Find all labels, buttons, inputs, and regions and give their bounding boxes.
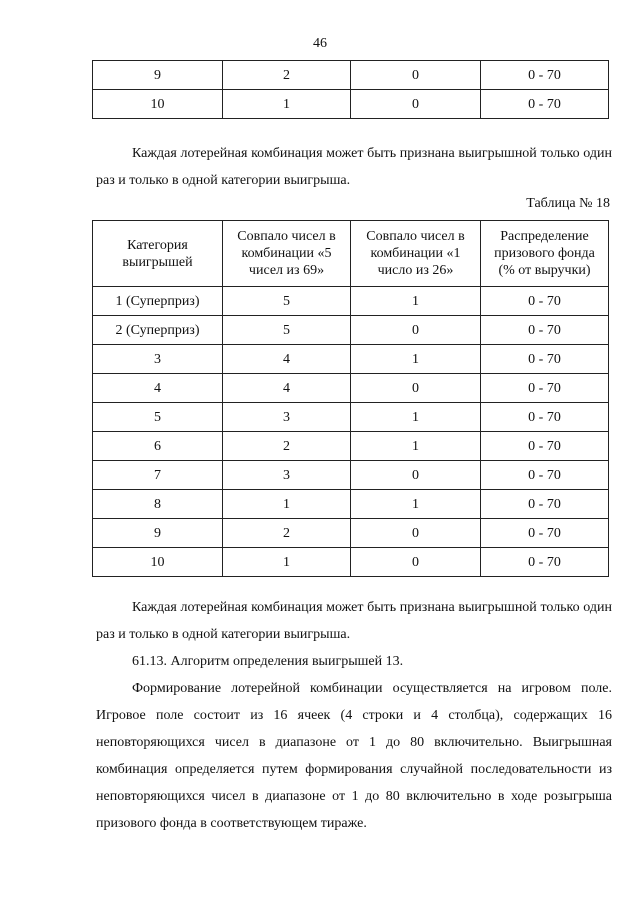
column-header: Категория выигрышей (93, 221, 223, 287)
table-cell: 2 (Суперприз) (93, 316, 223, 345)
table-cell: 0 - 70 (481, 403, 609, 432)
table-cell: 1 (351, 403, 481, 432)
table-cell: 10 (93, 548, 223, 577)
table-row (93, 461, 609, 490)
table-cell: 0 (351, 61, 481, 90)
paragraph-winning-rule: Каждая лотерейная комбинация может быть признана выигрышной только один раз и только в одной категории выигрыша. (96, 146, 612, 188)
table-row (93, 403, 609, 432)
table-cell: 0 (351, 461, 481, 490)
table-row (93, 61, 609, 90)
table-cell: 0 - 70 (481, 345, 609, 374)
table-cell: 1 (223, 548, 351, 577)
table-cell: 9 (93, 61, 223, 90)
page-number: 46 (313, 36, 327, 51)
table-cell: 1 (351, 287, 481, 316)
table-cell: 0 - 70 (481, 461, 609, 490)
table-cell: 0 - 70 (481, 287, 609, 316)
table-cell: 5 (223, 287, 351, 316)
column-header: Совпало чисел в комбинации «5 чисел из 69» (223, 221, 351, 287)
table-cell: 7 (93, 461, 223, 490)
table-row (93, 90, 609, 119)
paragraph-winning-rule: Каждая лотерейная комбинация может быть признана выигрышной только один раз и только в одной категории выигрыша. (96, 600, 612, 642)
table-cell: 0 - 70 (481, 61, 609, 90)
table-row (93, 548, 609, 577)
table-cell: 0 - 70 (481, 519, 609, 548)
table-cell: 0 - 70 (481, 490, 609, 519)
table-row (93, 519, 609, 548)
paragraph-algorithm: Формирование лотерейной комбинации осуществляется на игровом поле. Игровое поле состоит из 16 ячеек (4 строки и 4 столбца), содержащих 16 неповторяющихся чисел в диапазоне от 1 до 80 включительно. Выигрышная комбинация определяется путем формирования случайной последовательности из неповторяющихся чисел в диапазоне от 1 до 80 включительно в ходе розыгрыша призового фонда в соответствующем тираже. (96, 681, 612, 831)
table-row (93, 432, 609, 461)
table-row (93, 374, 609, 403)
table-row (93, 287, 609, 316)
table-cell: 0 - 70 (481, 432, 609, 461)
table-cell: 3 (223, 403, 351, 432)
table-cell: 9 (93, 519, 223, 548)
table-cell: 4 (93, 374, 223, 403)
table-cell: 0 (351, 374, 481, 403)
table-cell: 0 - 70 (481, 548, 609, 577)
prize-distribution-table (92, 220, 609, 577)
table-cell: 1 (351, 432, 481, 461)
table-row (93, 345, 609, 374)
table-cell: 5 (223, 316, 351, 345)
table-cell: 1 (223, 90, 351, 119)
table-cell: 2 (223, 432, 351, 461)
table-cell: 0 - 70 (481, 374, 609, 403)
table-cell: 4 (223, 374, 351, 403)
table-cell: 2 (223, 61, 351, 90)
column-header: Совпало чисел в комбинации «1 число из 26» (351, 221, 481, 287)
table-cell: 8 (93, 490, 223, 519)
table-cell: 10 (93, 90, 223, 119)
table-cell: 0 (351, 316, 481, 345)
table-cell: 1 (Суперприз) (93, 287, 223, 316)
table-cell: 1 (351, 490, 481, 519)
table-caption: Таблица № 18 (526, 196, 610, 211)
table-cell: 0 - 70 (481, 90, 609, 119)
table-cell: 3 (223, 461, 351, 490)
table-header-row (93, 221, 609, 287)
table-row (93, 490, 609, 519)
table-cell: 1 (223, 490, 351, 519)
table-cell: 1 (351, 345, 481, 374)
table-cell: 3 (93, 345, 223, 374)
table-cell: 0 - 70 (481, 316, 609, 345)
continued-prize-table (92, 60, 609, 119)
table-cell: 5 (93, 403, 223, 432)
section-heading: 61.13. Алгоритм определения выигрышей 13. (132, 654, 404, 669)
table-cell: 4 (223, 345, 351, 374)
table-row (93, 316, 609, 345)
table-cell: 0 (351, 90, 481, 119)
table-cell: 0 (351, 519, 481, 548)
table-cell: 0 (351, 548, 481, 577)
table-cell: 2 (223, 519, 351, 548)
column-header: Распределение призового фонда (% от выручки) (481, 221, 609, 287)
table-cell: 6 (93, 432, 223, 461)
